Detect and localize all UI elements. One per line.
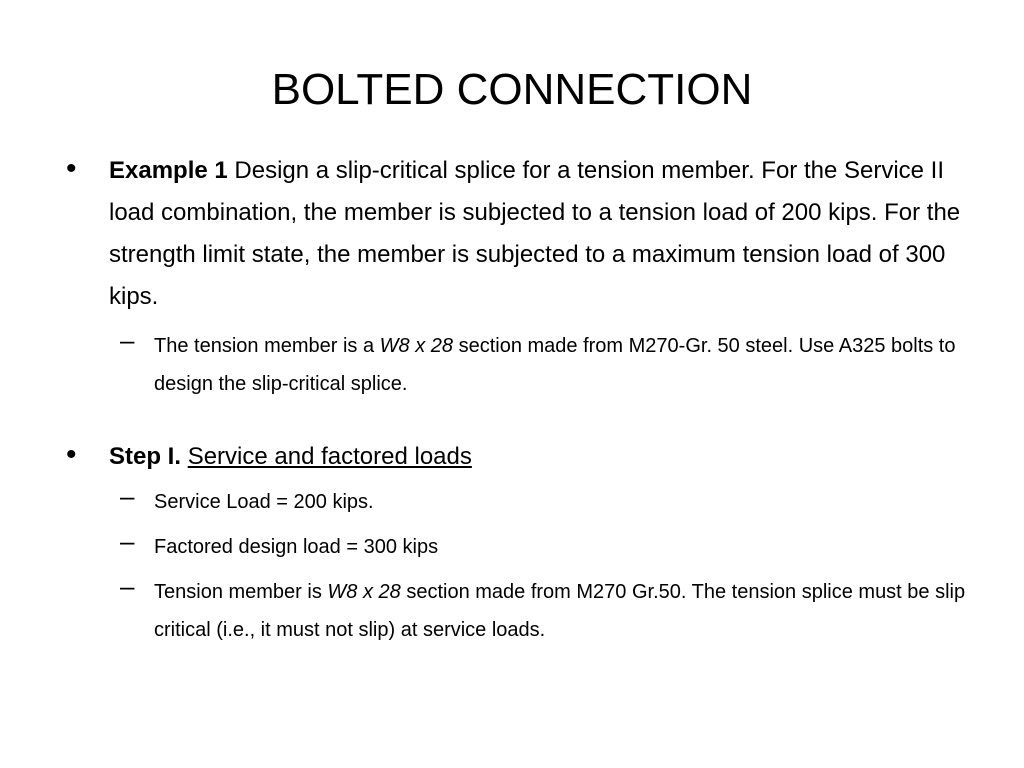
subitem-text: Factored design load = 300 kips	[154, 536, 439, 558]
subitem-section-name: W8 x 28	[327, 581, 401, 603]
bullet-body: Design a slip-critical splice for a tension member. For the Service II load combination, the member is subjected to a tension load of 200 kips. For the strength limit state, the member is subjected to a maximum tension load of 300 kips.	[109, 157, 961, 310]
subitem-pre: Tension member is	[154, 581, 328, 603]
subitem-section-name: W8 x 28	[379, 335, 454, 357]
subitem-post: section made from M270 Gr.50. The tension splice must be slip critical (i.e., it must not slip) at service loads.	[154, 581, 966, 641]
bullet-lead: Step I.	[109, 443, 182, 470]
subitem-service-load	[120, 483, 980, 521]
subitem-text	[154, 327, 980, 403]
dash-icon: –	[120, 325, 135, 355]
subitem-pre: The tension member is a	[154, 335, 380, 357]
subitem-text	[154, 573, 980, 649]
bullet-underlined-heading: Service and factored loads	[187, 443, 472, 470]
bullet-lead: Example 1	[109, 157, 228, 184]
slide-title: BOLTED CONNECTION	[271, 65, 753, 114]
bullet-example-1	[66, 150, 966, 318]
subitem-section-info	[120, 327, 980, 403]
bullet-text	[109, 150, 966, 318]
bullet-dot-icon: •	[66, 438, 77, 471]
subitem-factored-load	[120, 528, 980, 566]
dash-icon: –	[120, 571, 135, 601]
subitem-tension-member	[120, 573, 980, 649]
subitem-text: Service Load = 200 kips.	[154, 491, 374, 513]
dash-icon: –	[120, 481, 135, 511]
subitem-post: section made from M270-Gr. 50 steel. Use A325 bolts to design the slip-critical splice.	[154, 335, 956, 395]
bullet-text	[109, 436, 966, 478]
bullet-dot-icon: •	[66, 152, 77, 185]
dash-icon: –	[120, 526, 135, 556]
bullet-step-1	[66, 436, 966, 478]
